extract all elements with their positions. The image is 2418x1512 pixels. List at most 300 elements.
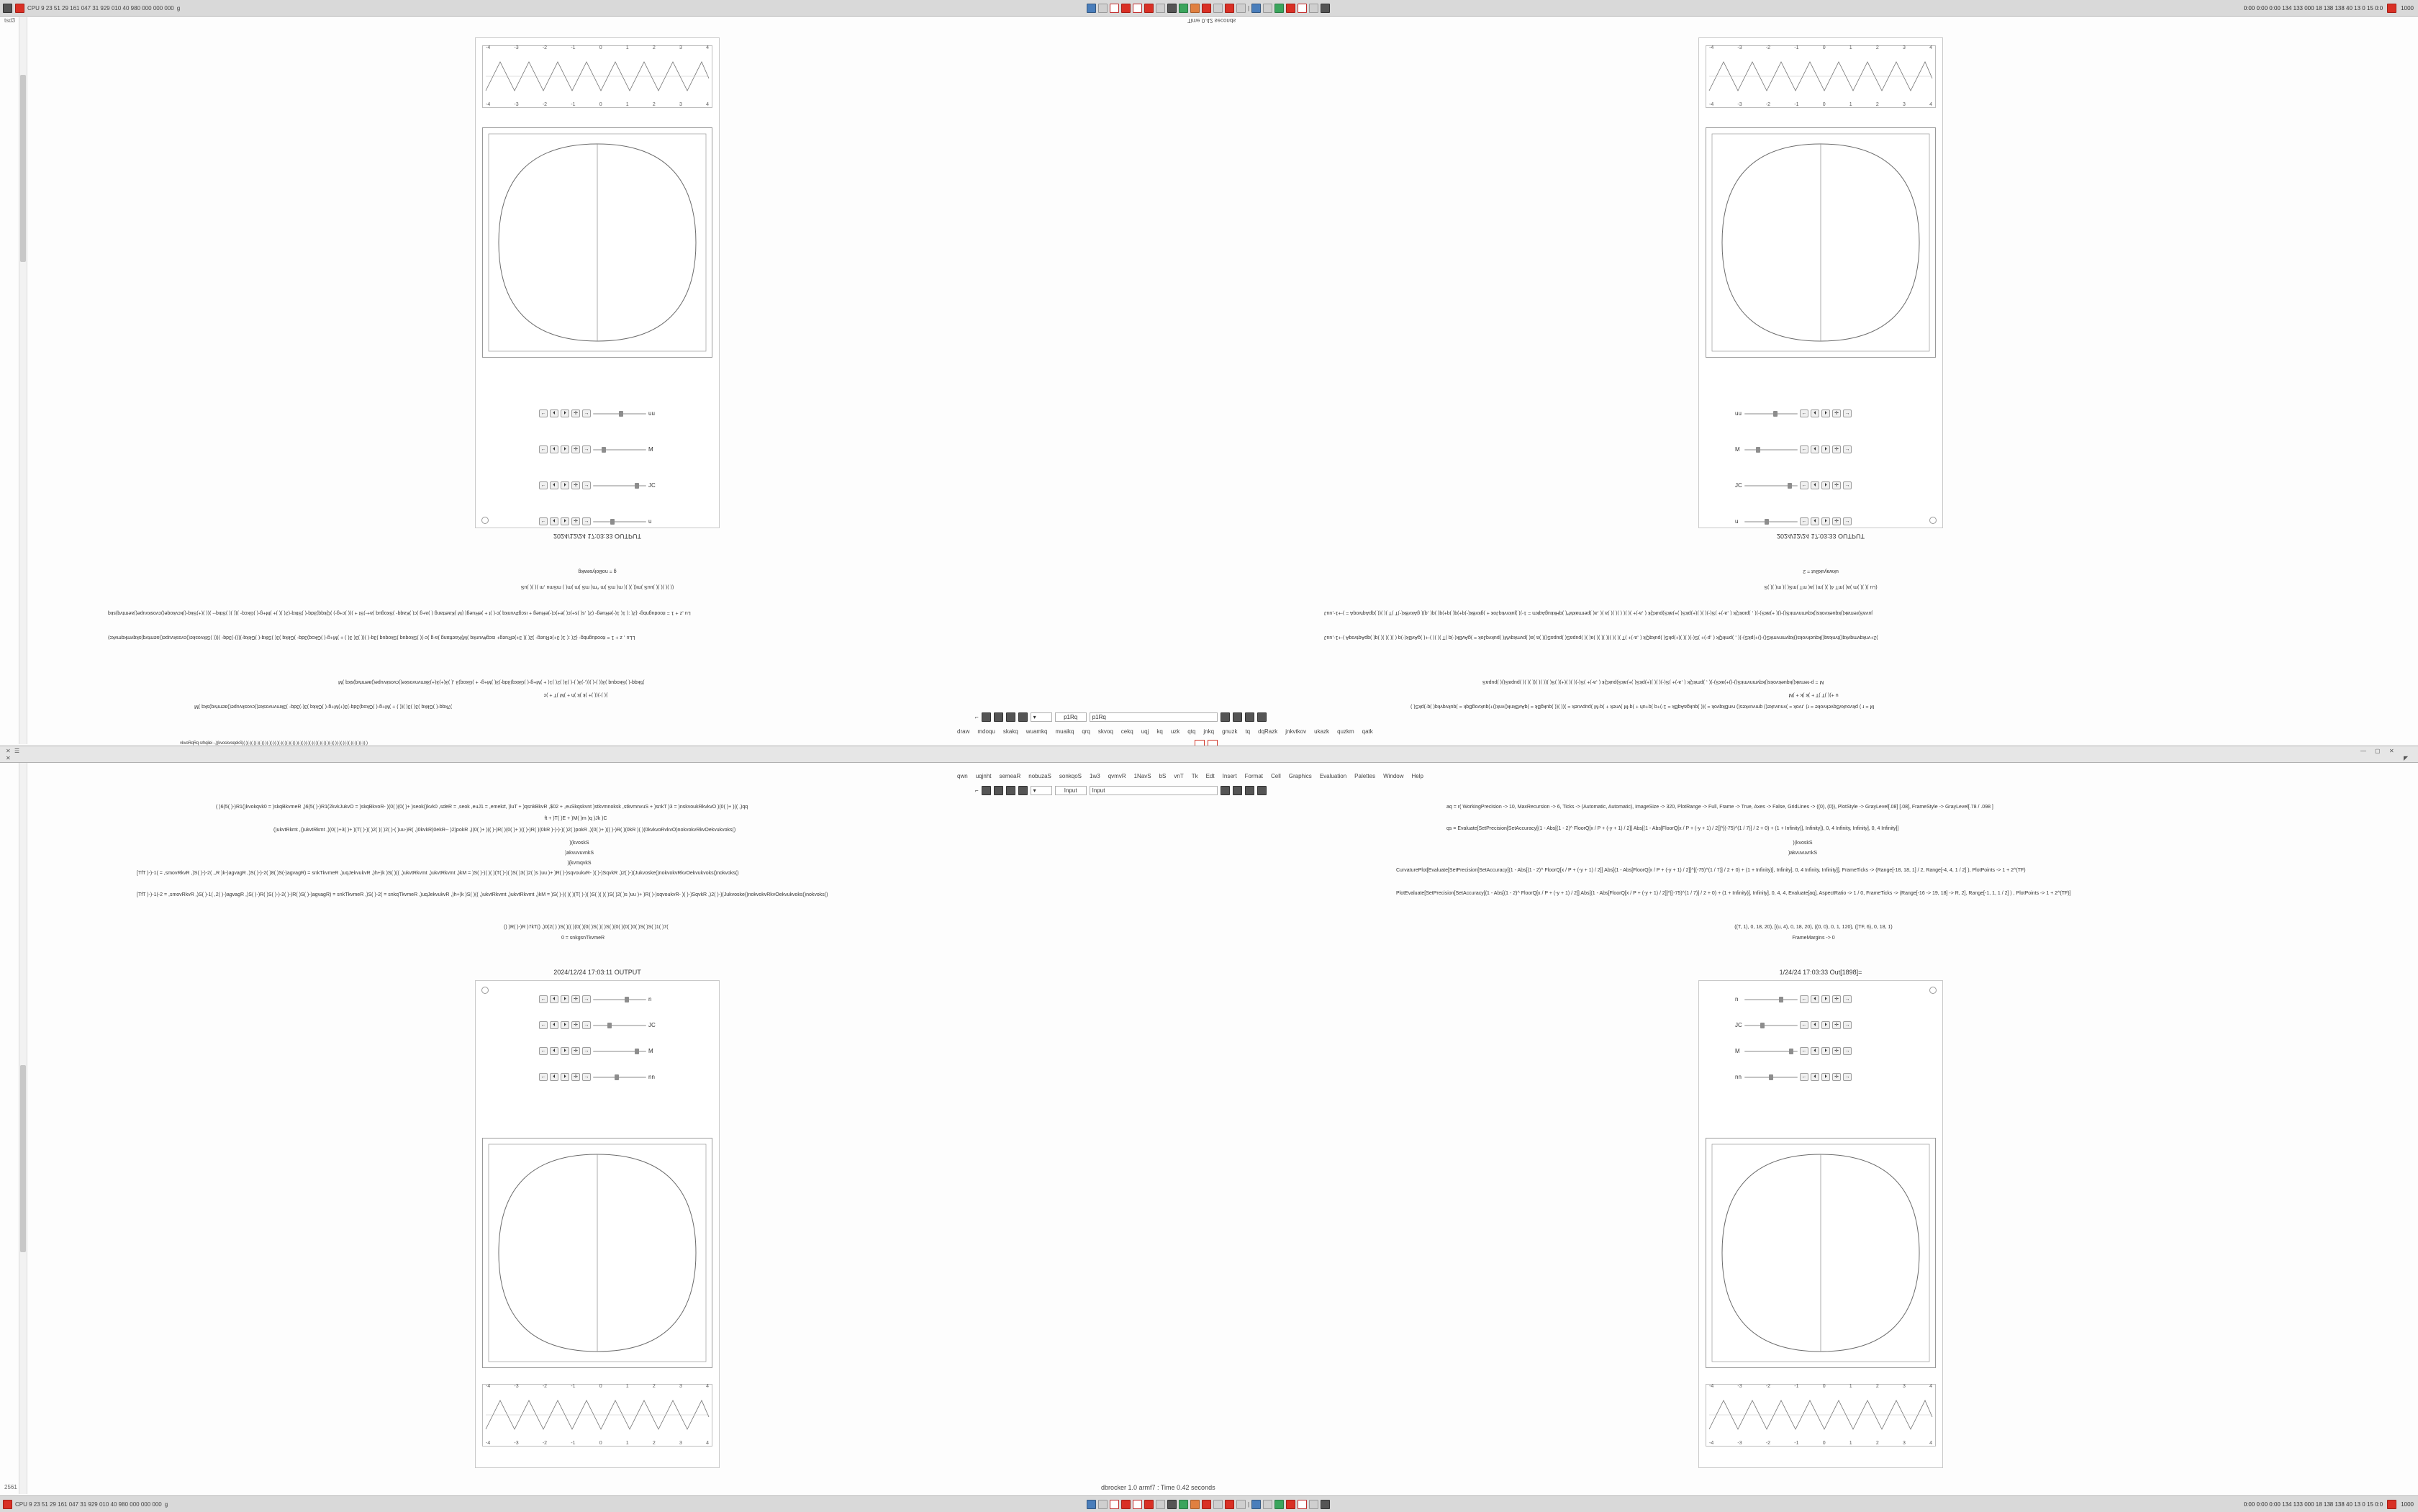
play-icon[interactable]: ⏵	[561, 409, 569, 417]
step-forward-icon[interactable]: ✛	[1832, 1021, 1841, 1029]
step-forward-icon[interactable]: ✛	[571, 995, 580, 1003]
close-icon[interactable]	[1133, 1500, 1142, 1509]
notebook-toolbar-lower[interactable]	[975, 784, 1267, 796]
menu-item[interactable]: Window	[1383, 773, 1404, 779]
splitter-close-icon-2[interactable]: ✕	[6, 755, 11, 761]
prev-icon[interactable]: ←	[1800, 409, 1808, 417]
tick-label: 3	[679, 1441, 682, 1446]
prev-icon[interactable]: ←	[539, 1073, 548, 1081]
step-forward-icon[interactable]: ✛	[1832, 445, 1841, 453]
tick-label: 1	[625, 1384, 629, 1389]
tick-label: 0	[599, 45, 602, 50]
play-icon[interactable]: ⏵	[1821, 409, 1830, 417]
style-select-lower[interactable]: ▾	[1031, 786, 1052, 795]
eject-icon[interactable]	[1298, 4, 1307, 13]
step-back-icon[interactable]: ⏴	[550, 1021, 558, 1029]
alert-icon[interactable]	[1144, 4, 1154, 13]
prev-icon[interactable]: ←	[539, 445, 548, 453]
play-icon[interactable]: ⏵	[561, 481, 569, 489]
control-label-2: JC	[1735, 1022, 1742, 1028]
play-icon[interactable]: ⏵	[1821, 1073, 1830, 1081]
tick-label: 4	[706, 45, 709, 50]
step-back-icon[interactable]: ⏴	[550, 481, 558, 489]
menu-item[interactable]: sonkqoS	[1059, 773, 1082, 779]
battery-icon[interactable]	[1321, 4, 1330, 13]
step-forward-icon[interactable]: ✛	[571, 445, 580, 453]
slider-4[interactable]	[593, 1074, 646, 1080]
tick-label: -1	[1794, 1441, 1799, 1446]
play-icon[interactable]: ⏵	[561, 445, 569, 453]
top-left-status-label: tsd3	[4, 17, 16, 24]
tick-label: -3	[514, 45, 519, 50]
prev-icon[interactable]: ←	[539, 517, 548, 525]
shield-icon[interactable]	[1225, 1500, 1234, 1509]
prev-icon[interactable]: ←	[539, 409, 548, 417]
bottom-bar-app-label: g	[164, 1500, 168, 1508]
record-icon[interactable]	[3, 1500, 12, 1509]
gear-icon[interactable]	[481, 987, 489, 994]
menu-item[interactable]: gnuzk	[1222, 728, 1238, 735]
slider-2[interactable]	[593, 1023, 646, 1028]
folder-icon[interactable]	[1098, 4, 1108, 13]
menu-item[interactable]: draw	[957, 728, 970, 735]
step-back-icon[interactable]: ⏴	[550, 445, 558, 453]
code-line-1[interactable]: vkvoRqRq srhqilei -,)(kvoskvoqekS)(-)(-)(-)(-)(-)(-)(-)(-)(-)(-)(-)(-)(-)(-)(-)(-)(-)(-)(-)(-)(-)(-)(-)(-)(-)(-)(-)(-)(-)(-)(-)(-)	[180, 741, 368, 746]
step-back-icon[interactable]: ⏴	[1811, 445, 1819, 453]
browser-icon[interactable]	[1087, 1500, 1096, 1509]
control-label-3: JC	[648, 482, 656, 489]
next-icon[interactable]: →	[1843, 445, 1852, 453]
control-row-2[interactable]	[1735, 445, 1852, 453]
top-system-bar[interactable]	[0, 0, 2418, 17]
next-icon[interactable]: →	[582, 1073, 591, 1081]
slider-2[interactable]	[1744, 1023, 1798, 1028]
step-back-icon[interactable]: ⏴	[1811, 481, 1819, 489]
menu-item[interactable]: skakq	[1002, 728, 1018, 735]
splitter-close-window-icon[interactable]: ✕	[2389, 748, 2394, 754]
splitter-maximize-icon[interactable]: ▢	[2375, 748, 2381, 754]
volume-icon[interactable]	[1309, 4, 1318, 13]
menu-item[interactable]: qwn	[957, 773, 968, 779]
top-left-zigzag-bottom-ticks	[486, 102, 709, 107]
cell-button-8[interactable]	[1257, 786, 1267, 795]
calc-icon[interactable]	[1179, 4, 1188, 13]
play-icon[interactable]: ⏵	[561, 1021, 569, 1029]
step-back-icon[interactable]: ⏴	[550, 995, 558, 1003]
mail-icon[interactable]	[1263, 1500, 1272, 1509]
control-row-1[interactable]	[1735, 409, 1852, 417]
scrollbar-thumb[interactable]	[20, 1065, 26, 1252]
prev-icon[interactable]: ←	[1800, 1073, 1808, 1081]
menu-item[interactable]: vnT	[1174, 773, 1184, 779]
gear-icon[interactable]	[1929, 987, 1937, 994]
input-label-left: p1Rq	[1055, 712, 1087, 722]
panel-top-right	[1698, 37, 1943, 528]
disk-icon[interactable]	[1251, 4, 1261, 13]
step-back-icon[interactable]: ⏴	[550, 517, 558, 525]
editor-icon[interactable]	[1167, 1500, 1177, 1509]
slider-1[interactable]	[593, 997, 646, 1002]
menu-item[interactable]: 1NavS	[1133, 773, 1151, 779]
browser-icon[interactable]	[1087, 4, 1096, 13]
bottom-right-superellipse-frame	[1706, 1138, 1936, 1368]
tick-label: -4	[1709, 102, 1714, 107]
next-icon[interactable]: →	[582, 445, 591, 453]
step-back-icon[interactable]: ⏴	[550, 1047, 558, 1055]
stop-icon[interactable]	[1110, 1500, 1119, 1509]
next-icon[interactable]: →	[582, 481, 591, 489]
play-icon[interactable]: ⏵	[561, 995, 569, 1003]
slider-3[interactable]	[1744, 483, 1798, 489]
cell-button-5[interactable]	[1221, 786, 1230, 795]
menu-item[interactable]: quzkm	[1337, 728, 1354, 735]
next-icon[interactable]: →	[1843, 1021, 1852, 1029]
formula-line: juvaS)remak()kquekvoks()kqvmnvmkS()-()( +)akS)-)( , )piokQk ( ,a-)+ )S(-)( )( )(+)pkS( )+)akS)pukQk ( ,a-)+ )( )( ( )( )( )a )( ,a( )permakM*( )qHkkugAqkm = 1-)( )jukvvkqJok + )gkvBk(-)q+)q( )q+)q( )q( ,q)( gAkvBk(-)T )T )( )(( )qpAqtvoqA = )-+1-,uuJ	[1324, 610, 1873, 615]
tick-label: 1	[1849, 1441, 1852, 1446]
tick-label: -2	[542, 102, 548, 107]
shield-icon[interactable]	[1225, 4, 1234, 13]
slider-3[interactable]	[593, 483, 646, 489]
control-row-3[interactable]	[539, 1047, 656, 1055]
control-row-2[interactable]	[1735, 1021, 1852, 1029]
left-scrollbar[interactable]	[19, 17, 27, 744]
next-icon[interactable]: →	[582, 1047, 591, 1055]
step-back-icon[interactable]: ⏴	[550, 1073, 558, 1081]
network-icon[interactable]	[1236, 1500, 1246, 1509]
tick-label: 3	[679, 1384, 682, 1389]
prev-icon[interactable]: ←	[539, 1021, 548, 1029]
input-field-upper[interactable]: p1Rq	[1090, 712, 1218, 722]
tick-label: 3	[679, 45, 682, 50]
tick-label: 2	[1875, 102, 1879, 107]
prev-icon[interactable]: ←	[1800, 1021, 1808, 1029]
menu-item[interactable]: skvoq	[1097, 728, 1113, 735]
menu-item[interactable]: semeaR	[999, 773, 1021, 779]
menu-item[interactable]: Tk	[1191, 773, 1198, 779]
tick-label: -1	[571, 45, 576, 50]
formula-line: aq = r( WorkingPrecision -> 10, MaxRecursion -> 6, Ticks -> (Automatic, Automatic), ImageSize -> 320, PlotRange -> Full, Frame -> True, Axes -> False, GridLines -> ((0), (0)), PlotStyle -> GrayLevel[.08] [.08], FrameStyle -> GrayLevel[.78 / .098 ]	[1446, 805, 1993, 810]
step-forward-icon[interactable]: ✛	[1832, 1073, 1841, 1081]
menu-item[interactable]: kq	[1156, 728, 1163, 735]
step-back-icon[interactable]: ⏴	[1811, 1047, 1819, 1055]
cell-button-5[interactable]	[1221, 712, 1230, 722]
menu-item[interactable]: muaikq	[1055, 728, 1074, 735]
tick-label: 0	[599, 1441, 602, 1446]
tick-label: -1	[571, 1441, 576, 1446]
slider-3[interactable]	[593, 1049, 646, 1054]
play-icon[interactable]: ⏵	[1821, 517, 1830, 525]
step-forward-icon[interactable]: ✛	[571, 1073, 580, 1081]
menu-item[interactable]: cekq	[1120, 728, 1133, 735]
editor-icon[interactable]	[1167, 4, 1177, 13]
gear-icon[interactable]	[481, 517, 489, 524]
play-icon[interactable]: ⏵	[1821, 995, 1830, 1003]
notification-icon[interactable]	[2387, 4, 2396, 13]
top-bar-icon-tray[interactable]	[312, 4, 2104, 13]
step-forward-icon[interactable]: ✛	[571, 1047, 580, 1055]
step-back-icon[interactable]: ⏴	[550, 409, 558, 417]
left-scrollbar-lower[interactable]	[19, 763, 27, 1494]
slider-4[interactable]	[1744, 519, 1798, 525]
play-icon[interactable]: ⏵	[561, 1047, 569, 1055]
splitter-close-icon[interactable]: ✕	[6, 748, 11, 754]
step-forward-icon[interactable]: ✛	[571, 1021, 580, 1029]
next-icon[interactable]: →	[582, 995, 591, 1003]
menu-item[interactable]: Graphics	[1288, 773, 1312, 779]
notebook-toolbar-upper[interactable]	[975, 711, 1267, 723]
menu-item[interactable]: Help	[1411, 773, 1423, 779]
tick-label: 4	[706, 1384, 709, 1389]
prev-icon[interactable]: ←	[539, 1047, 548, 1055]
disk-icon[interactable]	[1251, 1500, 1261, 1509]
control-row-2[interactable]	[539, 445, 656, 453]
control-row-4[interactable]	[539, 517, 656, 525]
menu-item[interactable]: qvmvR	[1108, 773, 1126, 779]
next-icon[interactable]: →	[582, 409, 591, 417]
cell-button-3[interactable]	[1006, 786, 1015, 795]
input-field-lower[interactable]: Input	[1090, 786, 1218, 795]
volume-icon[interactable]	[1309, 1500, 1318, 1509]
menu-item[interactable]: qatk	[1362, 728, 1373, 735]
menu-item[interactable]: dqRazk	[1258, 728, 1278, 735]
control-row-3[interactable]	[1735, 481, 1852, 489]
next-icon[interactable]: →	[1843, 517, 1852, 525]
slider-1[interactable]	[1744, 411, 1798, 417]
splitter-minimize-icon[interactable]: —	[2360, 748, 2366, 754]
bottom-bar-clock: 0:00 0:00 0:00 134 133 000 18 138 138 40 13 0 15 0:0	[2243, 1500, 2383, 1508]
control-row-1[interactable]	[539, 995, 656, 1003]
bottom-right-zigzag-box	[1706, 1384, 1936, 1447]
prev-icon[interactable]: ←	[1800, 445, 1808, 453]
menu-item[interactable]: wuamkq	[1025, 728, 1048, 735]
next-icon[interactable]: →	[1843, 409, 1852, 417]
next-icon[interactable]: →	[1843, 1047, 1852, 1055]
menu-item[interactable]: jnkq	[1203, 728, 1215, 735]
step-forward-icon[interactable]: ✛	[1832, 517, 1841, 525]
slider-3[interactable]	[1744, 1049, 1798, 1054]
cell-bracket-label: ⌐	[975, 713, 979, 720]
control-label-1: uu	[1735, 410, 1742, 417]
scrollbar-thumb[interactable]	[20, 75, 26, 262]
formula-line: (Lu )( )( )m )a( )mT 4( )( )m( )a( mT )mS( )( m( )( )S	[1764, 584, 1878, 589]
style-select[interactable]: ▾	[1031, 712, 1052, 722]
chart-icon[interactable]	[1202, 1500, 1211, 1509]
prev-icon[interactable]: ←	[1800, 1047, 1808, 1055]
record-icon[interactable]	[1121, 1500, 1131, 1509]
play-icon[interactable]: ⏵	[1821, 481, 1830, 489]
control-label-1: n	[1735, 996, 1739, 1002]
bottom-system-bar[interactable]	[0, 1495, 2418, 1512]
media-icon[interactable]	[1190, 1500, 1200, 1509]
slider-1[interactable]	[593, 411, 646, 417]
menu-item[interactable]: bS	[1159, 773, 1167, 779]
power-icon[interactable]	[1286, 4, 1295, 13]
menu-item[interactable]: tq	[1245, 728, 1251, 735]
bottom-bar-icon-tray[interactable]	[312, 1500, 2104, 1509]
prev-icon[interactable]: ←	[1800, 995, 1808, 1003]
record-icon[interactable]	[15, 4, 24, 13]
control-label-4: u	[1735, 518, 1739, 525]
top-left-zigzag-box	[482, 45, 712, 108]
tick-label: 2	[652, 45, 656, 50]
clock-icon[interactable]	[1274, 4, 1284, 13]
notification-icon[interactable]	[2387, 1500, 2396, 1509]
menu-item[interactable]: qrq	[1082, 728, 1090, 735]
step-back-icon[interactable]: ⏴	[1811, 995, 1819, 1003]
next-icon[interactable]: →	[582, 1021, 591, 1029]
play-icon[interactable]: ⏵	[1821, 1047, 1830, 1055]
menu-item[interactable]: jnkvtkov	[1285, 728, 1307, 735]
formula-line: PlotEvaluate[SetPrecision[SetAccuracy[(1 - Abs[(1 - 2)^ FloorQ[x / P + (-y + 1) / 2]] Abs[(1 - Abs[FloorQ[x / P + (-y + 1) / 2]]^[(-75)^(1 / 7)] / 2 + 0) + (1 + Infinity)], Infinity], 0, 4, 4, Evaluate[aq], AspectRatio -> 1 / 0, FrameTicks -> (Range[-16 -> 19, 18] -> R, 2], Range[-1, 1, 1 / 2] ) , PlotPoints -> 1 + 2^(TF)]	[1396, 891, 2071, 896]
menu-item[interactable]: ukazk	[1314, 728, 1330, 735]
menu-item[interactable]: Edt	[1205, 773, 1215, 779]
step-back-icon[interactable]: ⏴	[1811, 1073, 1819, 1081]
next-icon[interactable]: →	[582, 517, 591, 525]
chart-icon[interactable]	[1202, 4, 1211, 13]
tick-label: 0	[1822, 45, 1826, 50]
menu-item[interactable]: Insert	[1222, 773, 1237, 779]
bottom-bar-separator: |	[1247, 1500, 1250, 1508]
step-forward-icon[interactable]: ✛	[1832, 995, 1841, 1003]
formula-line: 0 = snkgsnTkvmeR	[561, 936, 605, 941]
power-icon[interactable]	[1286, 1500, 1295, 1509]
window-splitter[interactable]	[0, 746, 2418, 763]
menu-item[interactable]: Cell	[1271, 773, 1281, 779]
bottom-left-zigzag-box	[482, 1384, 712, 1447]
network-icon[interactable]	[1236, 4, 1246, 13]
stop-icon[interactable]	[1110, 4, 1119, 13]
cell-button-1[interactable]	[982, 786, 991, 795]
control-row-4[interactable]	[1735, 517, 1852, 525]
control-row-4[interactable]	[539, 1073, 656, 1081]
menu-item[interactable]: Palettes	[1354, 773, 1376, 779]
formula-line: ()ukvtRkmt ,()ukvtRkmt ,)(0( )+3( )+ )(T( )-)( )2( )( )2( )-( )uu-)R( ,)0kvkR)0ekR-- )2)pokR ,)(0( )+ )(( )-)R( )(0( )+ )(( )-)R( )(0kR )-)-)-)( )2( )pokR ,)(0( )+ )(( )-)R( )(0kR )( )(0kvkvoRvkvO)nokvokvRkvOekvukvoks()	[273, 828, 736, 833]
slider-4[interactable]	[593, 519, 646, 525]
close-icon[interactable]	[1133, 4, 1142, 13]
menu-item[interactable]: qtq	[1187, 728, 1196, 735]
menu-item[interactable]: mdoqu	[977, 728, 995, 735]
menu-item[interactable]: Evaluation	[1319, 773, 1347, 779]
notebook-menubar-lower[interactable]	[957, 773, 1423, 779]
control-row-1[interactable]	[1735, 995, 1852, 1003]
step-forward-icon[interactable]: ✛	[1832, 481, 1841, 489]
eject-icon[interactable]	[1298, 1500, 1307, 1509]
bottom-left-status-label: 2561	[4, 1484, 17, 1490]
splitter-resize-icon[interactable]: ◤	[2404, 755, 2409, 761]
next-icon[interactable]: →	[1843, 995, 1852, 1003]
splitter-menu-icon[interactable]: ☰	[14, 748, 20, 754]
menu-item[interactable]: Format	[1244, 773, 1264, 779]
cell-button-6[interactable]	[1233, 786, 1242, 795]
play-icon[interactable]: ⏵	[1821, 1021, 1830, 1029]
step-forward-icon[interactable]: ✛	[571, 517, 580, 525]
control-row-2[interactable]	[539, 1021, 656, 1029]
menu-item[interactable]: 1w3	[1090, 773, 1100, 779]
cell-button-4[interactable]	[1018, 712, 1028, 722]
top-right-zigzag-bottom-ticks	[1709, 102, 1932, 107]
record-icon[interactable]	[1121, 4, 1131, 13]
play-icon[interactable]: ⏵	[1821, 445, 1830, 453]
step-forward-icon[interactable]: ✛	[571, 481, 580, 489]
tick-label: 3	[1902, 1384, 1906, 1389]
slider-1[interactable]	[1744, 997, 1798, 1002]
battery-icon[interactable]	[1321, 1500, 1330, 1509]
gear-icon[interactable]	[1929, 517, 1937, 524]
tick-label: -3	[514, 1441, 519, 1446]
control-row-3[interactable]	[539, 481, 656, 489]
control-row-3[interactable]	[1735, 1047, 1852, 1055]
media-icon[interactable]	[1190, 4, 1200, 13]
next-icon[interactable]: →	[1843, 1073, 1852, 1081]
terminal-icon[interactable]	[1156, 4, 1165, 13]
tick-label: 1	[1849, 1384, 1852, 1389]
tick-label: 2	[1875, 45, 1879, 50]
play-icon[interactable]: ⏵	[561, 517, 569, 525]
next-icon[interactable]: →	[1843, 481, 1852, 489]
step-back-icon[interactable]: ⏴	[1811, 1021, 1819, 1029]
cell-button-1[interactable]	[982, 712, 991, 722]
prev-icon[interactable]: ←	[539, 481, 548, 489]
tick-label: 4	[1929, 45, 1932, 50]
step-back-icon[interactable]: ⏴	[1811, 409, 1819, 417]
tick-label: 4	[1929, 1441, 1932, 1446]
mail-icon[interactable]	[1263, 4, 1272, 13]
step-forward-icon[interactable]: ✛	[1832, 409, 1841, 417]
alert-icon[interactable]	[1144, 1500, 1154, 1509]
prev-icon[interactable]: ←	[539, 995, 548, 1003]
top-bar-right-group	[2104, 4, 2418, 13]
menu-item[interactable]: uqj	[1141, 728, 1149, 735]
cell-button-8[interactable]	[1257, 712, 1267, 722]
top-window-title: Time 0.42 seconds	[1187, 17, 1236, 24]
step-forward-icon[interactable]: ✛	[1832, 1047, 1841, 1055]
menu-item[interactable]: nobuzaS	[1028, 773, 1051, 779]
cell-button-7[interactable]	[1245, 712, 1254, 722]
calc-icon[interactable]	[1179, 1500, 1188, 1509]
notebook-menubar-upper[interactable]	[957, 728, 1373, 735]
step-back-icon[interactable]: ⏴	[1811, 517, 1819, 525]
top-right-caption: 2024/12/24 17:03:33 OUTPUT	[1776, 533, 1865, 540]
menu-item[interactable]: uzk	[1170, 728, 1180, 735]
tick-label: 1	[625, 102, 629, 107]
cell-button-3[interactable]	[1006, 712, 1015, 722]
slider-2[interactable]	[593, 447, 646, 453]
control-row-4[interactable]	[1735, 1073, 1852, 1081]
slider-4[interactable]	[1744, 1074, 1798, 1080]
folder-icon[interactable]	[1098, 1500, 1108, 1509]
settings-icon[interactable]	[1213, 4, 1223, 13]
terminal-icon[interactable]	[1156, 1500, 1165, 1509]
menu-item[interactable]: uqjnht	[975, 773, 992, 779]
play-icon[interactable]: ⏵	[561, 1073, 569, 1081]
step-forward-icon[interactable]: ✛	[571, 409, 580, 417]
tick-label: -2	[1765, 45, 1771, 50]
settings-icon[interactable]	[1213, 1500, 1223, 1509]
prev-icon[interactable]: ←	[1800, 481, 1808, 489]
control-row-1[interactable]	[539, 409, 656, 417]
slider-2[interactable]	[1744, 447, 1798, 453]
window-icon[interactable]	[3, 4, 12, 13]
cell-button-2[interactable]	[994, 786, 1003, 795]
cell-button-4[interactable]	[1018, 786, 1028, 795]
cell-button-2[interactable]	[994, 712, 1003, 722]
cell-button-6[interactable]	[1233, 712, 1242, 722]
tick-label: -4	[486, 1441, 491, 1446]
prev-icon[interactable]: ←	[1800, 517, 1808, 525]
tick-label: -1	[1794, 102, 1799, 107]
cell-button-7[interactable]	[1245, 786, 1254, 795]
clock-icon[interactable]	[1274, 1500, 1284, 1509]
